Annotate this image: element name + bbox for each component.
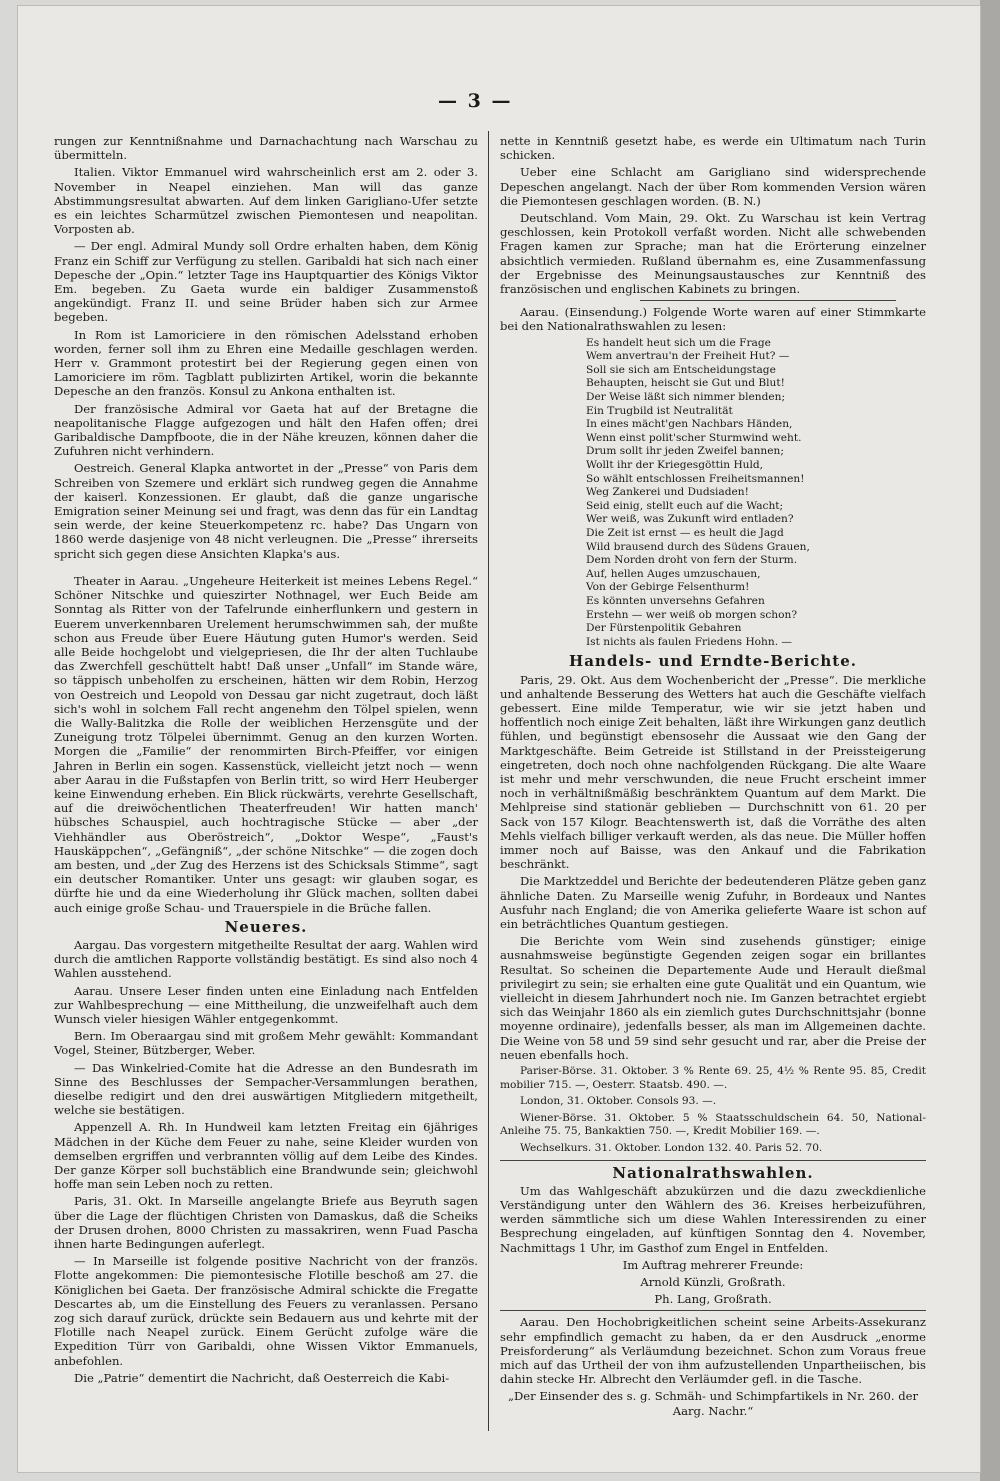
article-paragraph: Arnold Künzli, Großrath. [640,1274,786,1289]
article-paragraph: rungen zur Kenntnißnahme und Darnachachtung nach Warschau zu übermitteln. [54,134,478,163]
article-paragraph: Paris, 31. Okt. In Marseille angelangte Briefe aus Beyruth sagen über die Lage der flüchtigen Christen von Damaskus, daß die Scheiks der Drusen drohen, 8000 Christen zu massakriren, wenn Fuad Pascha ihnen harte Bedingungen auferlegt. [54,1194,478,1252]
newspaper-page [18,6,980,1472]
article-paragraph: Aarau. (Einsendung.) Folgende Worte waren auf einer Stimmkarte bei den Nationalrathswahlen zu lesen: [500,305,926,334]
article-paragraph: Um das Wahlgeschäft abzukürzen und die dazu zweckdienliche Verständigung unter den Wählern des 36. Kreises herbeizuführen, werden sämmtliche sich um diese Wahlen Interessirenden zu einer Besprechung eingeladen, auf künftigen Sonntag den 4. November, Nachmittags 1 Uhr, im Gasthof zum Engel in Entfelden. [500,1183,926,1255]
article-paragraph: In Rom ist Lamoriciere in den römischen Adelsstand erhoben worden, ferner soll ihm zu Ehren eine Medaille geschlagen werden. Herr v. Grammont protestirt bei der Regierung gegen einen von Lamoriciere im röm. Tagblatt publizirten Artikel, worin die bekannte Depesche an den französ. Konsul zu Ankona enthalten ist. [54,327,478,399]
poem-line: Behaupten, heischt sie Gut und Blut! [586,377,785,390]
article-paragraph: Appenzell A. Rh. In Hundweil kam letzten Freitag ein 6jähriges Mädchen in der Küche dem Feuer zu nahe, seine Kleider wurden von demselben ergriffen und verbrannten völlig auf dem Leibe des Kindes. Der ganze Körper soll buchstäblich eine Brandwunde sein; gleichwohl hoffe man sein Leben noch zu retten. [54,1120,478,1192]
article-paragraph: Ueber eine Schlacht am Garigliano sind widersprechende Depeschen angelangt. Nach der über Rom kommenden Version wären die Piemontesen geschlagen worden. (B. N.) [500,165,926,208]
poem-line: Dem Norden droht von fern der Sturm. [586,554,798,567]
poem-line: Auf, hellen Auges umzuschauen, [586,567,761,580]
poem-line: Von der Gebirge Felsenthurm! [586,581,750,594]
scan-edge [980,0,1000,1481]
article-paragraph: Italien. Viktor Emmanuel wird wahrscheinlich erst am 2. oder 3. November in Neapel einziehen. Man will das ganze Abstimmungsresultat abwarten. Auf dem linken Garigliano-Ufer setzte es ein leichtes Scharmützel zwischen Piemontesen und neapolitan. Vorposten ab. [54,165,478,237]
column-divider [488,131,489,1431]
separator-rule [500,1160,926,1161]
article-paragraph: Die Marktzeddel und Berichte der bedeutenderen Plätze geben ganz ähnliche Daten. Zu Marseille wenig Zufuhr, in Bordeaux und Nantes Ausfuhr nach England; die von Amerika gelieferte Waare ist schon auf ein beträchtliches Quantum gestiegen. [500,874,926,931]
poem-line: Soll sie sich am Entscheidungstage [586,363,776,376]
poem-line: Ist nichts als faulen Friedens Hohn. — [586,635,793,648]
poem-line: Drum sollt ihr jeden Zweifel bannen; [586,445,784,458]
section-heading: Nationalrathswahlen. [612,1163,814,1182]
article-paragraph: „Der Einsender des s. g. Schmäh- und Schimpfartikels in Nr. 260. der Aarg. Nachr.“ [507,1389,919,1418]
spacer [54,564,478,574]
article-paragraph: Paris, 29. Okt. Aus dem Wochenbericht der „Presse“. Die merkliche und anhaltende Besserung des Wetters hat auch die Geschäfte vielfach gebessert. Eine milde Temperatur, wie wir sie jetzt haben und hoffentlich noch einige Zeit behalten, läßt ihre Wirkungen ganz deutlich fühlen, und begünstigt ebensosehr die Aussaat wie den Gang der Marktgeschäfte. Beim Getreide ist Stillstand in der Preissteigerung eingetreten, doch noch ohne nachfolgenden Rückgang. Die alte Waare ist mehr und mehr verschwunden, die neue Frucht erscheint immer noch in verhältnißmäßig beschränktem Quantum auf dem Markt. Die Mehlpreise sind stationär geblieben — Durchschnitt von 61. 20 per Sack von 157 Kilogr. Beachtenswerth ist, daß die Vorräthe des alten Mehls vielfach billiger verkauft werden, als das neue. Die Müller hoffen immer noch auf Baisse, was den Ankauf und die Fabrikation beschränkt. [500,672,926,872]
page-number: — 3 — [438,90,513,112]
article-paragraph: Aarau. Unsere Leser finden unten eine Einladung nach Entfelden zur Wahlbesprechung — eine Mittheilung, die unzweifelhaft auch dem Wunsch vieler hiesigen Wähler entgegenkommt. [54,983,478,1026]
article-paragraph: nette in Kenntniß gesetzt habe, es werde ein Ultimatum nach Turin schicken. [500,134,926,163]
article-paragraph: Wiener-Börse. 31. Oktober. 5 % Staatsschuldschein 64. 50, National-Anleihe 75. 75, Bankaktien 750. —, Kredit Mobilier 169. —. [500,1111,926,1138]
article-paragraph: Oestreich. General Klapka antwortet in der „Presse“ von Paris dem Schreiben von Szemere und erklärt sich rundweg gegen die Annahme der kaiserl. Konzessionen. Er glaubt, daß die ganze ungarische Emigration seiner Meinung sei und fragt, was denn das für ein Landtag sein werde, der keine Steuerkompetenz rc. habe? Das Ungarn von 1860 werde dasjenige von 48 nicht verleugnen. Die „Presse“ ihrerseits spricht sich gegen diese Ansichten Klapka's aus. [54,461,478,561]
article-paragraph: Wechselkurs. 31. Oktober. London 132. 40. Paris 52. 70. [520,1141,823,1154]
poem-block [586,337,926,650]
poem-line: Wild brausend durch des Südens Grauen, [586,540,810,553]
article-paragraph: — Der engl. Admiral Mundy soll Ordre erhalten haben, dem König Franz ein Schiff zur Verfügung zu stellen. Garibaldi hat sich nach einer Depesche der „Opin.“ letzter Tage ins Hauptquartier des Königs Viktor Em. begeben. Zu Gaeta wurde ein baldiger Zusammenstoß angekündigt. Franz II. und seine Brüder haben sich zur Armee begeben. [54,239,478,325]
article-paragraph: Theater in Aarau. „Ungeheure Heiterkeit ist meines Lebens Regel.“ Schöner Nitschke und quieszirter Nothnagel, wer Euch Beide am Sonntag als Ritter von der Tafelrunde einherflunkern und gestern in Euerem unverkennbaren Urelement herumschwimmen sah, der mußte schon aus Freude über Euere Häutung guten Humor's werden. Seid alle Beide hochgelobt und vielgepriesen, die Ihr der alten Tuchlaube das Zwerchfell geschüttelt habt! Daß unser „Unfall“ im Stande wäre, so täppisch unbeholfen zu erscheinen, hätten wir dem Robin, Herzog von Oestreich und Leopold von Dessau gar nicht zugetraut, doch läßt sich's wohl in solchem Fall recht angenehm den Tölpel spielen, wenn die Wally-Balitzka die Rolle der weiblichen Herzensgüte und der Zuneigung trotz Tölpelei übernimmt. Genug an den kurzen Worten. Morgen die „Familie“ der renommirten Birch-Pfeiffer, vor einigen Jahren in Berlin ein sogen. Kassenstück, vielleicht jetzt noch — wenn aber Aarau in die Fußstapfen von Berlin tritt, so wird Herr Heuberger keine Einwendung erheben. Ein Blick rückwärts, verehrte Gesellschaft, auf die dreiwöchentlichen Theaterfreuden! Wir hatten manch' hübsches Schauspiel, auch hochtragische Stücke — aber „der Viehhändler aus Oberöstreich“, „Doktor Wespe“, „Faust's Hauskäppchen“, „Gefängniß“, „der schöne Nitschke“ — die zogen doch am besten, und „der Zug des Herzens ist des Schicksals Stimme“, sagt ein deutscher Romantiker. Unter uns gesagt: wir glauben sogar, es dürfte hie und da eine Wiederholung ihr Glück machen, sollten dabei auch einige große Schau- und Trauerspiele in die Brüche fallen. [54,573,478,915]
article-paragraph: Die „Patrie“ dementirt die Nachricht, daß Oesterreich die Kabi- [74,1370,450,1385]
article-paragraph: Der französische Admiral vor Gaeta hat auf der Bretagne die neapolitanische Flagge aufgezogen und hält den Hafen offen; drei Garibaldische Dampfboote, die in der Nähe kreuzen, können daher die Zufuhren nicht verhindern. [54,401,478,459]
article-paragraph: Aarau. Den Hochobrigkeitlichen scheint seine Arbeits-Assekuranz sehr empfindlich gemacht zu haben, da er den Ausdruck „enorme Preisforderung“ als Verläumdung bezeichnet. Schon zum Voraus freue mich auf das Urtheil der von ihm aufzustellenden Unpartheiischen, bis dahin stecke Hr. Albrecht den Verläumder gefl. in die Tasche. [500,1315,926,1387]
article-paragraph: Bern. Im Oberaargau sind mit großem Mehr gewählt: Kommandant Vogel, Steiner, Bützberger, Weber. [54,1029,478,1058]
article-paragraph: Ph. Lang, Großrath. [654,1292,772,1307]
poem-line: Wenn einst polit'scher Sturmwind weht. [586,431,802,444]
poem-line: Es handelt heut sich um die Frage [586,336,771,349]
poem-line: Der Weise läßt sich nimmer blenden; [586,391,786,404]
section-heading: Neueres. [224,917,308,936]
left-column [54,134,478,1388]
section-heading: Handels- und Erndte-Berichte. [569,652,857,671]
poem-line: Seid einig, stellt euch auf die Wacht; [586,499,784,512]
separator-rule [500,1310,926,1311]
poem-line: Wem anvertrau'n der Freiheit Hut? — [586,350,790,363]
article-paragraph: — In Marseille ist folgende positive Nachricht von der französ. Flotte angekommen: Die piemontesische Flotille beschoß am 27. die Königlichen bei Gaeta. Der französische Admiral schickte die Fregatte Descartes ab, um die Einstellung des Feuers zu veranlassen. Persano zog sich darauf zurück, drückte sein Bedauern aus und kehrte mit der Flotille nach Neapel zurück. Einem Gerücht zufolge wäre die Expedition Türr von Garibaldi, ohne Wissen Viktor Emmanuels, anbefohlen. [54,1254,478,1368]
poem-line: Ein Trugbild ist Neutralität [586,404,733,417]
poem-line: Wollt ihr der Kriegesgöttin Huld, [586,458,764,471]
poem-line: So wählt entschlossen Freiheitsmannen! [586,472,805,485]
poem-line: Die Zeit ist ernst — es heult die Jagd [586,526,784,539]
article-paragraph: Aargau. Das vorgestern mitgetheilte Resultat der aarg. Wahlen wird durch die amtlichen Rapporte vollständig bestätigt. Es sind also noch 4 Wahlen ausstehend. [54,937,478,981]
poem-line: Es könnten unversehns Gefahren [586,594,765,607]
separator-rule [640,300,896,301]
poem-line: Erstehn — wer weiß ob morgen schon? [586,608,798,621]
article-paragraph: Die Berichte vom Wein sind zusehends günstiger; einige ausnahmsweise begünstigte Gegenden zeigen sogar ein brillantes Resultat. So scheinen die Departemente Aude und Herault dießmal privilegirt zu sein; sie erhalten eine gute Qualität und ein Quantum, wie vielleicht in diesem Jahrhundert noch nie. Im Ganzen betrachtet ergiebt sich das Weinjahr 1860 als ein ziemlich gutes Durchschnittsjahr (bonne moyenne ordinaire), jedenfalls besser, als man im Allgemeinen dachte. Die Weine von 58 und 59 sind sehr gesucht und rar, aber die Preise der neuen ebenfalls hoch. [500,934,926,1062]
article-paragraph: Deutschland. Vom Main, 29. Okt. Zu Warschau ist kein Vertrag geschlossen, kein Protokoll verfaßt worden. Nicht alle schwebenden Fragen kamen zur Sprache; man hat die Erörterung einzelner absichtlich vermieden. Rußland übernahm es, eine Zusammenfassung der Ergebnisse des Meinungsaustausches zur Kenntniß des französischen und englischen Kabinets zu bringen. [500,211,926,297]
article-paragraph: Im Auftrag mehrerer Freunde: [622,1257,804,1272]
poem-line: Der Fürstenpolitik Gebahren [586,622,742,635]
poem-line: Wer weiß, was Zukunft wird entladen? [586,513,794,526]
article-paragraph: London, 31. Oktober. Consols 93. —. [520,1095,717,1108]
article-paragraph: — Das Winkelried-Comite hat die Adresse an den Bundesrath im Sinne des Beschlusses der Sempacher-Versammlungen berathen, dieselbe redigirt und den drei auswärtigen Mitgliedern mitgetheilt, welche sie bestätigen. [54,1060,478,1118]
article-paragraph: Pariser-Börse. 31. Oktober. 3 % Rente 69. 25, 4½ % Rente 95. 85, Credit mobilier 715. —, Oesterr. Staatsb. 490. —. [500,1064,926,1091]
poem-line: In eines mächt'gen Nachbars Händen, [586,418,793,431]
right-column [500,134,926,1421]
poem-line: Weg Zankerei und Dudsiaden! [586,486,749,499]
